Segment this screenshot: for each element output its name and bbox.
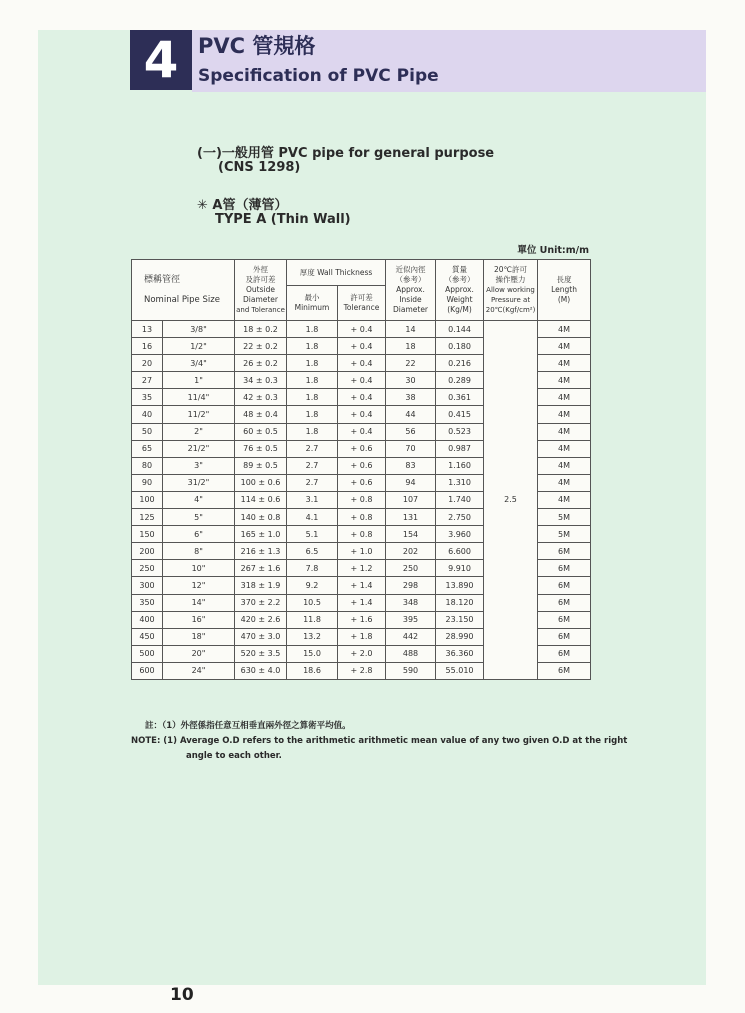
table-row [132,321,591,338]
cell-wall-tolerance: + 1.6 [338,611,386,628]
cell-inside-diameter: 250 [386,560,436,577]
cell-wall-minimum: 11.8 [287,611,338,628]
cell-size-mm: 35 [132,389,163,406]
cell-wall-tolerance: + 0.4 [338,355,386,372]
cell-weight: 18.120 [436,594,484,611]
note-english-continued: angle to each other. [186,751,282,761]
cell-length: 4M [538,355,591,372]
page-title-chinese: PVC 管規格 [198,34,316,58]
cell-inside-diameter: 154 [386,526,436,543]
cell-inside-diameter: 590 [386,662,436,679]
cell-size-inch: 8" [163,543,235,560]
cell-wall-minimum: 1.8 [287,389,338,406]
cell-weight: 9.910 [436,560,484,577]
header-weight: 質量 （參考） Approx. Weight (Kg/M) [436,260,484,321]
cell-wall-tolerance: + 1.4 [338,594,386,611]
cell-inside-diameter: 56 [386,423,436,440]
cell-size-mm: 13 [132,321,163,338]
cell-wall-minimum: 1.8 [287,372,338,389]
cell-size-inch: 1" [163,372,235,389]
page-number: 10 [170,985,194,1005]
cell-inside-diameter: 14 [386,321,436,338]
header-nominal-size: 標稱管徑 Nominal Pipe Size [132,260,235,321]
cell-outside-diameter: 18 ± 0.2 [235,321,287,338]
cell-outside-diameter: 370 ± 2.2 [235,594,287,611]
cell-size-inch: 20" [163,645,235,662]
cell-wall-minimum: 1.8 [287,321,338,338]
cell-wall-minimum: 2.7 [287,457,338,474]
cell-wall-tolerance: + 0.4 [338,389,386,406]
cell-outside-diameter: 100 ± 0.6 [235,474,287,491]
cell-inside-diameter: 131 [386,509,436,526]
standard-code: (CNS 1298) [218,160,301,175]
cell-weight: 23.150 [436,611,484,628]
cell-wall-tolerance: + 0.4 [338,372,386,389]
cell-size-inch: 11/4" [163,389,235,406]
cell-weight: 1.160 [436,457,484,474]
cell-length: 6M [538,611,591,628]
cell-wall-minimum: 1.8 [287,355,338,372]
cell-wall-minimum: 13.2 [287,628,338,645]
cell-length: 6M [538,560,591,577]
cell-size-mm: 20 [132,355,163,372]
cell-size-mm: 80 [132,457,163,474]
cell-wall-minimum: 1.8 [287,338,338,355]
cell-inside-diameter: 442 [386,628,436,645]
cell-inside-diameter: 83 [386,457,436,474]
cell-size-inch: 24" [163,662,235,679]
type-heading-english: TYPE A (Thin Wall) [215,212,351,227]
cell-weight: 1.740 [436,491,484,508]
category-heading: (一)一般用管 PVC pipe for general purpose [197,146,495,161]
cell-inside-diameter: 107 [386,491,436,508]
cell-wall-tolerance: + 0.4 [338,321,386,338]
cell-wall-tolerance: + 0.8 [338,526,386,543]
cell-outside-diameter: 267 ± 1.6 [235,560,287,577]
cell-size-mm: 100 [132,491,163,508]
cell-wall-minimum: 1.8 [287,423,338,440]
cell-size-mm: 150 [132,526,163,543]
cell-wall-minimum: 3.1 [287,491,338,508]
cell-outside-diameter: 89 ± 0.5 [235,457,287,474]
cell-length: 6M [538,662,591,679]
cell-outside-diameter: 520 ± 3.5 [235,645,287,662]
cell-inside-diameter: 348 [386,594,436,611]
cell-inside-diameter: 395 [386,611,436,628]
note-english: NOTE: (1) Average O.D refers to the arithmetic arithmetic mean value of any two given O.D at the right [131,736,628,746]
cell-length: 4M [538,338,591,355]
cell-size-mm: 500 [132,645,163,662]
cell-size-inch: 3" [163,457,235,474]
header-working-pressure: 20℃許可 操作壓力 Allow working Pressure at 20℃(Kgf/cm²) [484,260,538,321]
cell-inside-diameter: 298 [386,577,436,594]
note-chinese: 註：（1）外徑係指任意互相垂直兩外徑之算術平均值。 [145,721,351,731]
cell-inside-diameter: 18 [386,338,436,355]
cell-wall-tolerance: + 0.6 [338,457,386,474]
cell-size-mm: 200 [132,543,163,560]
cell-outside-diameter: 48 ± 0.4 [235,406,287,423]
cell-length: 4M [538,440,591,457]
cell-outside-diameter: 140 ± 0.8 [235,509,287,526]
header-wall-minimum: 最小 Minimum [287,286,338,321]
cell-size-inch: 5" [163,509,235,526]
pipe-spec-table [131,259,591,680]
cell-inside-diameter: 38 [386,389,436,406]
cell-weight: 2.750 [436,509,484,526]
type-heading-chinese: ✳ A管（薄管） [197,198,288,213]
cell-wall-minimum: 4.1 [287,509,338,526]
cell-wall-tolerance: + 0.6 [338,440,386,457]
cell-size-mm: 65 [132,440,163,457]
cell-weight: 0.987 [436,440,484,457]
cell-size-mm: 90 [132,474,163,491]
cell-outside-diameter: 22 ± 0.2 [235,338,287,355]
cell-outside-diameter: 42 ± 0.3 [235,389,287,406]
cell-wall-tolerance: + 0.4 [338,423,386,440]
unit-label: 單位 Unit:m/m [517,245,589,256]
cell-length: 4M [538,372,591,389]
cell-inside-diameter: 30 [386,372,436,389]
table-body [132,321,591,680]
header-length: 長度 Length (M) [538,260,591,321]
cell-outside-diameter: 26 ± 0.2 [235,355,287,372]
cell-size-inch: 18" [163,628,235,645]
cell-outside-diameter: 216 ± 1.3 [235,543,287,560]
cell-size-mm: 600 [132,662,163,679]
cell-length: 6M [538,594,591,611]
cell-size-inch: 1/2" [163,338,235,355]
cell-wall-tolerance: + 2.8 [338,662,386,679]
header-inside-diameter: 近似內徑 （參考） Approx. Inside Diameter [386,260,436,321]
cell-outside-diameter: 60 ± 0.5 [235,423,287,440]
cell-size-mm: 400 [132,611,163,628]
cell-size-mm: 350 [132,594,163,611]
cell-size-mm: 250 [132,560,163,577]
cell-weight: 36.360 [436,645,484,662]
cell-inside-diameter: 94 [386,474,436,491]
cell-length: 4M [538,491,591,508]
section-number-badge: 4 [130,30,192,90]
cell-outside-diameter: 76 ± 0.5 [235,440,287,457]
cell-outside-diameter: 470 ± 3.0 [235,628,287,645]
cell-weight: 0.144 [436,321,484,338]
cell-length: 4M [538,389,591,406]
cell-length: 5M [538,526,591,543]
cell-outside-diameter: 420 ± 2.6 [235,611,287,628]
cell-wall-minimum: 6.5 [287,543,338,560]
cell-size-inch: 2" [163,423,235,440]
cell-weight: 55.010 [436,662,484,679]
cell-wall-tolerance: + 2.0 [338,645,386,662]
cell-wall-tolerance: + 0.8 [338,509,386,526]
cell-weight: 0.180 [436,338,484,355]
cell-inside-diameter: 202 [386,543,436,560]
cell-length: 4M [538,474,591,491]
cell-inside-diameter: 22 [386,355,436,372]
cell-weight: 0.361 [436,389,484,406]
cell-size-mm: 27 [132,372,163,389]
cell-wall-tolerance: + 1.2 [338,560,386,577]
cell-length: 6M [538,577,591,594]
cell-wall-minimum: 1.8 [287,406,338,423]
header-wall-thickness: 厚度 Wall Thickness [287,260,386,286]
cell-length: 6M [538,543,591,560]
cell-wall-minimum: 18.6 [287,662,338,679]
cell-weight: 0.523 [436,423,484,440]
cell-length: 4M [538,423,591,440]
cell-wall-minimum: 7.8 [287,560,338,577]
cell-size-inch: 16" [163,611,235,628]
cell-length: 5M [538,509,591,526]
cell-inside-diameter: 488 [386,645,436,662]
cell-wall-tolerance: + 1.8 [338,628,386,645]
cell-size-mm: 40 [132,406,163,423]
cell-weight: 3.960 [436,526,484,543]
cell-wall-tolerance: + 0.8 [338,491,386,508]
cell-size-inch: 4" [163,491,235,508]
header-outside-diameter: 外徑 及許可差 Outside Diameter and Tolerance [235,260,287,321]
cell-size-inch: 3/8" [163,321,235,338]
cell-wall-minimum: 2.7 [287,440,338,457]
cell-size-inch: 6" [163,526,235,543]
cell-wall-minimum: 2.7 [287,474,338,491]
cell-working-pressure: 2.5 [484,321,538,680]
cell-size-mm: 125 [132,509,163,526]
cell-outside-diameter: 318 ± 1.9 [235,577,287,594]
cell-wall-minimum: 10.5 [287,594,338,611]
cell-outside-diameter: 114 ± 0.6 [235,491,287,508]
cell-wall-tolerance: + 0.6 [338,474,386,491]
cell-wall-minimum: 5.1 [287,526,338,543]
cell-wall-tolerance: + 0.4 [338,338,386,355]
cell-size-inch: 3/4" [163,355,235,372]
cell-length: 4M [538,321,591,338]
cell-weight: 28.990 [436,628,484,645]
cell-size-inch: 31/2" [163,474,235,491]
cell-size-inch: 14" [163,594,235,611]
cell-size-inch: 10" [163,560,235,577]
cell-size-inch: 11/2" [163,406,235,423]
cell-length: 6M [538,645,591,662]
cell-wall-tolerance: + 1.4 [338,577,386,594]
cell-weight: 6.600 [436,543,484,560]
cell-weight: 13.890 [436,577,484,594]
cell-weight: 0.415 [436,406,484,423]
header-wall-tolerance: 許可差 Tolerance [338,286,386,321]
cell-outside-diameter: 630 ± 4.0 [235,662,287,679]
page-title-english: Specification of PVC Pipe [198,66,439,86]
cell-size-inch: 21/2" [163,440,235,457]
cell-length: 4M [538,406,591,423]
cell-size-inch: 12" [163,577,235,594]
cell-wall-tolerance: + 1.0 [338,543,386,560]
cell-inside-diameter: 44 [386,406,436,423]
cell-outside-diameter: 165 ± 1.0 [235,526,287,543]
cell-inside-diameter: 70 [386,440,436,457]
cell-wall-minimum: 15.0 [287,645,338,662]
cell-size-mm: 50 [132,423,163,440]
cell-size-mm: 16 [132,338,163,355]
cell-wall-minimum: 9.2 [287,577,338,594]
cell-weight: 0.216 [436,355,484,372]
cell-length: 6M [538,628,591,645]
cell-size-mm: 450 [132,628,163,645]
cell-size-mm: 300 [132,577,163,594]
cell-outside-diameter: 34 ± 0.3 [235,372,287,389]
cell-length: 4M [538,457,591,474]
cell-weight: 1.310 [436,474,484,491]
cell-wall-tolerance: + 0.4 [338,406,386,423]
cell-weight: 0.289 [436,372,484,389]
